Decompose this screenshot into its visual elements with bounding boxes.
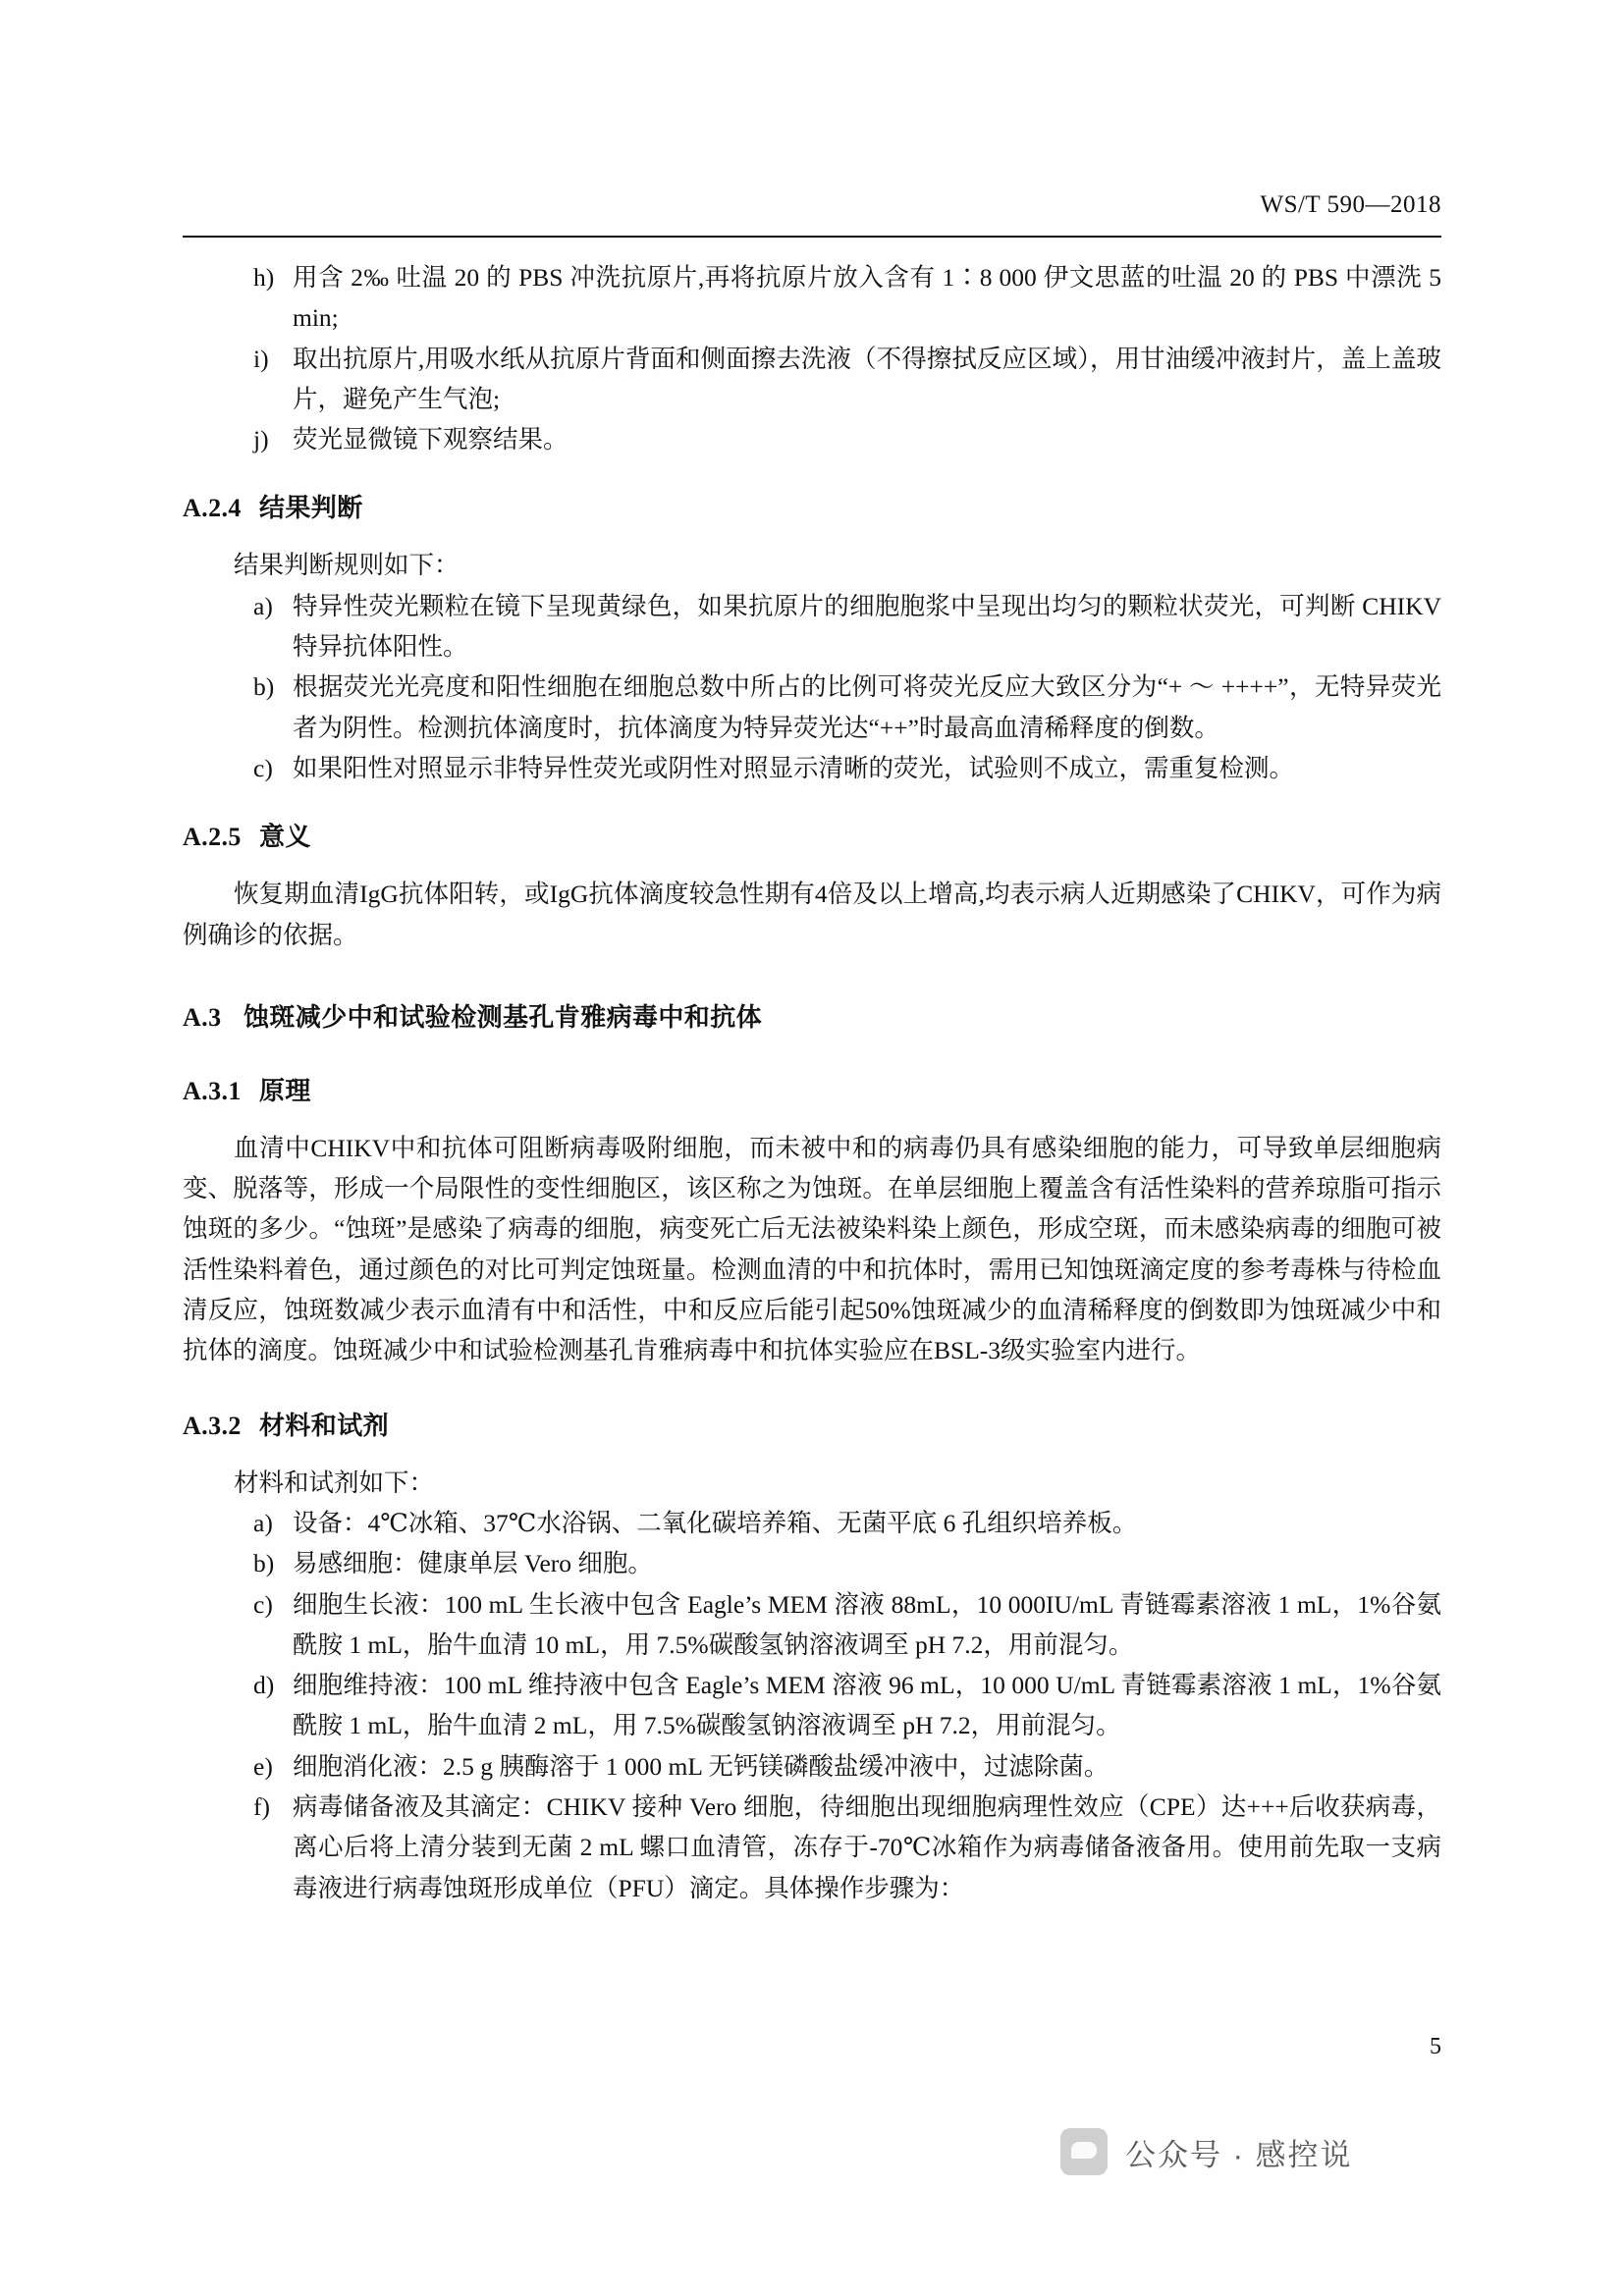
list-item [236, 257, 1441, 339]
a32-lead: 材料和试剂如下： [234, 1468, 435, 1497]
list-marker: c) [253, 1589, 273, 1619]
list-marker: h) [253, 263, 275, 292]
list-marker: c) [253, 753, 273, 782]
list-text: 荧光显微镜下观察结果。 [293, 425, 568, 454]
heading-title: 蚀斑减少中和试验检测基孔肯雅病毒中和抗体 [244, 1001, 763, 1032]
list-marker: e) [253, 1751, 273, 1781]
list-text: 设备：4℃冰箱、37℃水浴锅、二氧化碳培养箱、无菌平底 6 孔组织培养板。 [293, 1508, 1138, 1537]
a25-paragraph: 恢复期血清IgG抗体阳转，或IgG抗体滴度较急性期有4倍及以上增高,均表示病人近期感染了CHIKV，可作为病例确诊的依据。 [183, 880, 1441, 949]
heading-number: A.3.2 [183, 1411, 242, 1440]
heading-number: A.3.1 [183, 1076, 242, 1105]
page-number: 5 [1430, 2034, 1441, 2059]
heading-a24 [183, 489, 1441, 527]
wechat-official-account-icon [1060, 2128, 1108, 2175]
heading-title: 材料和试剂 [259, 1410, 390, 1440]
list-text: 特异性荧光颗粒在镜下呈现黄绿色，如果抗原片的细胞胞浆中呈现出均匀的颗粒状荧光，可判断 CHIKV 特异抗体阳性。 [293, 591, 1441, 662]
list-item [236, 339, 1441, 420]
list-marker: a) [253, 591, 273, 620]
list-marker: b) [253, 1549, 275, 1578]
list-item [236, 1665, 1441, 1746]
a32-list [236, 1503, 1441, 1908]
list-item [236, 1584, 1441, 1666]
list-marker: j) [253, 425, 269, 454]
heading-a25 [183, 818, 1441, 856]
list-item [236, 748, 1441, 788]
list-text: 细胞生长液：100 mL 生长液中包含 Eagle’s MEM 溶液 88mL，10 000IU/mL 青链霉素溶液 1 mL，1%谷氨酰胺 1 mL，胎牛血清 10 mL，用 7.5%碳酸氢钠溶液调至 pH 7.2，用前混匀。 [293, 1589, 1441, 1659]
list-text: 细胞维持液：100 mL 维持液中包含 Eagle’s MEM 溶液 96 mL，10 000 U/mL 青链霉素溶液 1 mL，1%谷氨酰胺 1 mL，胎牛血清 2 mL，用 7.5%碳酸氢钠溶液调至 pH 7.2，用前混匀。 [293, 1671, 1441, 1740]
heading-a32 [183, 1407, 1441, 1445]
heading-a31 [183, 1072, 1441, 1110]
list-item [236, 1503, 1441, 1543]
list-marker: f) [253, 1792, 270, 1822]
list-text: 根据荧光光亮度和阳性细胞在细胞总数中所占的比例可将荧光反应大致区分为“+ ～ ++++”，无特异荧光者为阴性。检测抗体滴度时，抗体滴度为特异荧光达“++”时最高血清稀释度的倒数。 [293, 672, 1441, 742]
list-text: 取出抗原片,用吸水纸从抗原片背面和侧面擦去洗液（不得擦拭反应区域），用甘油缓冲液封片，盖上盖玻片，避免产生气泡; [293, 344, 1441, 413]
a24-lead: 结果判断规则如下： [234, 551, 460, 580]
a24-list [236, 586, 1441, 788]
list-text: 如果阳性对照显示非特异性荧光或阴性对照显示清晰的荧光，试验则不成立，需重复检测。 [293, 753, 1295, 782]
heading-title: 原理 [259, 1075, 311, 1105]
heading-number: A.3 [183, 1002, 222, 1032]
list-item [236, 1746, 1441, 1787]
heading-a3 [183, 998, 1441, 1037]
standard-number: WS/T 590—2018 [1260, 191, 1441, 218]
list-marker: a) [253, 1508, 273, 1537]
list-item [236, 667, 1441, 748]
heading-number: A.2.5 [183, 823, 242, 852]
list-item [236, 419, 1441, 459]
watermark-text: 公众号 · 感控说 [1125, 2137, 1353, 2172]
list-marker: b) [253, 672, 275, 702]
header-divider [183, 236, 1441, 238]
list-marker: i) [253, 344, 269, 373]
continued-procedure-list [236, 257, 1441, 459]
heading-title: 结果判断 [259, 493, 363, 523]
list-item [236, 1543, 1441, 1583]
list-text: 用含 2‰ 吐温 20 的 PBS 冲洗抗原片,再将抗原片放入含有 1∶8 000 伊文思蓝的吐温 20 的 PBS 中漂洗 5 min; [293, 263, 1441, 333]
heading-number: A.2.4 [183, 494, 242, 523]
list-text: 病毒储备液及其滴定：CHIKV 接种 Vero 细胞，待细胞出现细胞病理性效应（CPE）达+++后收获病毒，离心后将上清分装到无菌 2 mL 螺口血清管，冻存于-70℃冰箱作为病毒储备液备用。使用前先取一支病毒液进行病毒蚀斑形成单位（PFU）滴定。具体操作步骤为： [293, 1792, 1441, 1902]
a31-paragraph: 血清中CHIKV中和抗体可阻断病毒吸附细胞，而未被中和的病毒仍具有感染细胞的能力，可导致单层细胞病变、脱落等，形成一个局限性的变性细胞区，该区称之为蚀斑。在单层细胞上覆盖含有活性染料的营养琼脂可指示蚀斑的多少。“蚀斑”是感染了病毒的细胞，病变死亡后无法被染料染上颜色，形成空斑，而未感染病毒的细胞可被活性染料着色，通过颜色的对比可判定蚀斑量。检测血清的中和抗体时，需用已知蚀斑滴定度的参考毒株与待检血清反应，蚀斑数减少表示血清有中和活性，中和反应后能引起50%蚀斑减少的血清稀释度的倒数即为蚀斑减少中和抗体的滴度。蚀斑减少中和试验检测基孔肯雅病毒中和抗体实验应在BSL-3级实验室内进行。 [183, 1133, 1441, 1365]
list-marker: d) [253, 1671, 275, 1700]
list-text: 易感细胞：健康单层 Vero 细胞。 [293, 1549, 653, 1578]
page-body [183, 257, 1441, 1908]
heading-title: 意义 [259, 822, 311, 852]
list-text: 细胞消化液：2.5 g 胰酶溶于 1 000 mL 无钙镁磷酸盐缓冲液中，过滤除菌。 [293, 1751, 1110, 1781]
list-item [236, 586, 1441, 667]
list-item [236, 1787, 1441, 1908]
watermark [1060, 2128, 1353, 2175]
